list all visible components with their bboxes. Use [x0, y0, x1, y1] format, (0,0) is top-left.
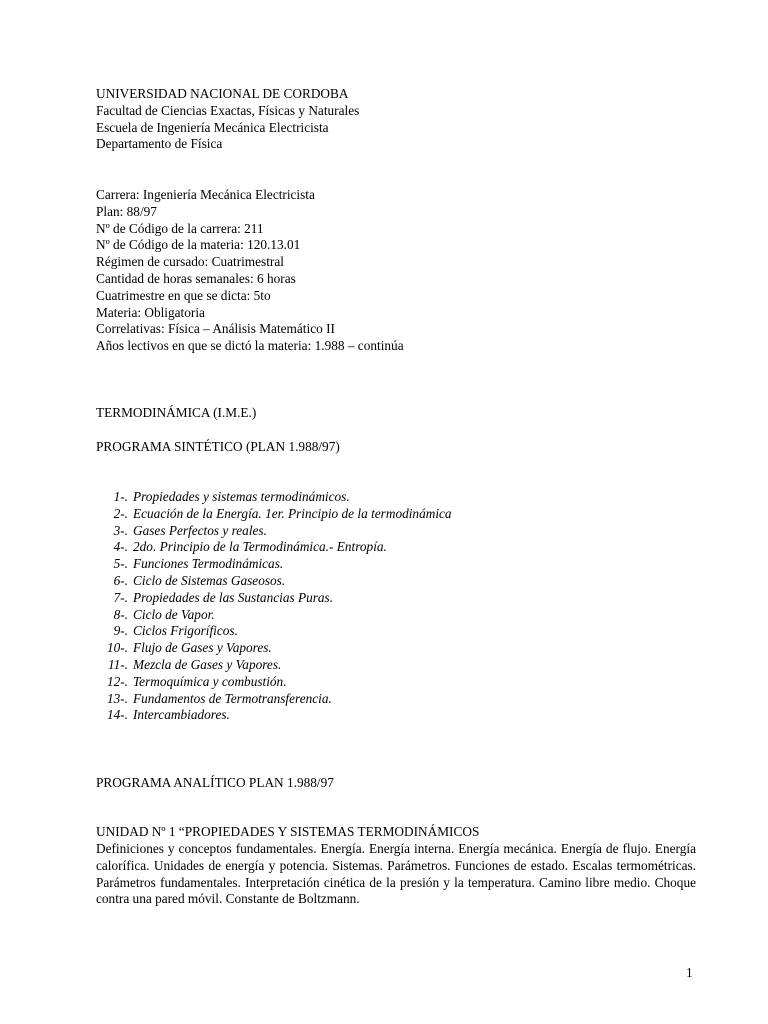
school-name: Escuela de Ingeniería Mecánica Electricista	[96, 119, 329, 135]
item-text: Ciclos Frigoríficos.	[133, 623, 238, 639]
item-number: 8-.	[113, 606, 128, 622]
item-number: 3-.	[113, 522, 128, 538]
item-number: 14-.	[106, 707, 128, 723]
university-name: UNIVERSIDAD NACIONAL DE CORDOBA	[96, 86, 349, 101]
list-item	[96, 590, 696, 607]
item-number: 12-.	[106, 673, 128, 689]
info-career: Carrera: Ingeniería Mecánica Electricista	[96, 187, 315, 202]
info-weekly-hours: Cantidad de horas semanales: 6 horas	[96, 270, 296, 286]
item-text: Propiedades de las Sustancias Puras.	[133, 589, 334, 605]
list-item	[96, 556, 696, 573]
list-item	[96, 607, 696, 624]
list-item	[96, 640, 696, 657]
list-item	[96, 691, 696, 708]
course-info	[96, 187, 696, 355]
list-item	[96, 657, 696, 674]
synthetic-program-title: PROGRAMA SINTÉTICO (PLAN 1.988/97)	[96, 439, 340, 454]
item-number: 2-.	[113, 505, 128, 521]
list-item	[96, 623, 696, 640]
item-number: 5-.	[113, 556, 128, 572]
item-text: 2do. Principio de la Termodinámica.- Entropía.	[133, 539, 387, 555]
item-number: 10-.	[106, 640, 128, 656]
list-item	[96, 539, 696, 556]
list-item	[96, 674, 696, 691]
synthetic-program-list	[96, 489, 696, 724]
list-item	[96, 707, 696, 724]
info-regime: Régimen de cursado: Cuatrimestral	[96, 254, 284, 270]
item-text: Mezcla de Gases y Vapores.	[133, 656, 282, 672]
item-text: Funciones Termodinámicas.	[133, 556, 284, 572]
item-text: Ciclo de Vapor.	[133, 606, 215, 622]
item-text: Ecuación de la Energía. 1er. Principio de la termodinámica	[133, 505, 452, 521]
item-text: Propiedades y sistemas termodinámicos.	[133, 489, 350, 504]
item-text: Gases Perfectos y reales.	[133, 522, 267, 538]
analytic-program-title: PROGRAMA ANALÍTICO PLAN 1.988/97	[96, 775, 334, 790]
item-text: Intercambiadores.	[133, 707, 230, 723]
unit-1-description: Definiciones y conceptos fundamentales. Energía. Energía interna. Energía mecánica. Energía de flujo. Energía calorífica. Unidades de energía y potencia. Sistemas. Parámetros. Funciones de estado. Escalas termométricas. Parámetros fundamentales. Interpretación cinética de la presión y la temperatura. Camino libre medio. Choque contra una pared móvil. Constante de Boltzmann.	[96, 841, 696, 907]
item-number: 7-.	[113, 589, 128, 605]
institution-header	[96, 86, 696, 153]
faculty-name: Facultad de Ciencias Exactas, Físicas y Naturales	[96, 102, 360, 118]
item-text: Flujo de Gases y Vapores.	[133, 640, 272, 656]
info-subject-type: Materia: Obligatoria	[96, 304, 205, 320]
info-years: Años lectivos en que se dictó la materia: 1.988 – continúa	[96, 338, 404, 354]
item-number: 4-.	[113, 539, 128, 555]
item-number: 11-.	[107, 656, 128, 672]
item-number: 9-.	[113, 623, 128, 639]
info-career-code: Nº de Código de la carrera: 211	[96, 220, 264, 236]
item-number: 1-.	[113, 489, 128, 504]
page-number: 1	[686, 965, 693, 980]
info-plan: Plan: 88/97	[96, 203, 157, 219]
list-item	[96, 573, 696, 590]
info-term: Cuatrimestre en que se dicta: 5to	[96, 287, 271, 303]
info-prerequisites: Correlativas: Física – Análisis Matemático II	[96, 321, 335, 337]
department-name: Departamento de Física	[96, 136, 223, 152]
item-text: Ciclo de Sistemas Gaseosos.	[133, 572, 286, 588]
list-item	[96, 489, 696, 506]
list-item	[96, 523, 696, 540]
info-subject-code: Nº de Código de la materia: 120.13.01	[96, 237, 301, 253]
item-text: Termoquímica y combustión.	[133, 673, 287, 689]
item-text: Fundamentos de Termotransferencia.	[133, 690, 332, 706]
unit-1-title: UNIDAD Nº 1 “PROPIEDADES Y SISTEMAS TERMODINÁMICOS	[96, 824, 480, 839]
item-number: 6-.	[113, 572, 128, 588]
course-title: TERMODINÁMICA (I.M.E.)	[96, 405, 257, 420]
list-item	[96, 506, 696, 523]
item-number: 13-.	[106, 690, 128, 706]
